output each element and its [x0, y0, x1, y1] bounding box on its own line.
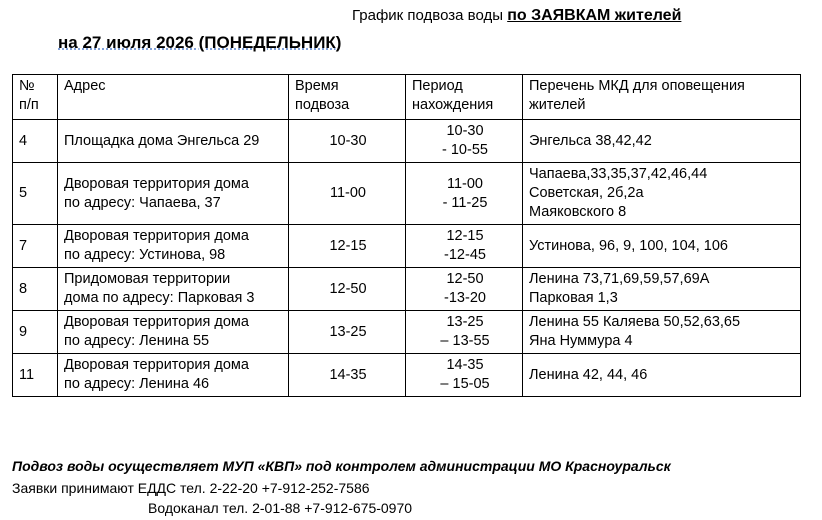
column-header-number: № п/п — [13, 75, 58, 120]
row-period: 14-35 – 15-05 — [406, 354, 523, 397]
row-address: Придомовая территории дома по адресу: Парковая 3 — [58, 268, 289, 311]
row-period: 12-50 -13-20 — [406, 268, 523, 311]
document-title — [352, 7, 681, 25]
row-period: 13-25 – 13-55 — [406, 311, 523, 354]
row-number: 11 — [13, 354, 58, 397]
row-mkd-list: Устинова, 96, 9, 100, 104, 106 — [523, 225, 801, 268]
row-time: 11-00 — [289, 163, 406, 225]
table-row — [13, 225, 801, 268]
row-mkd-list: Энгельса 38,42,42 — [523, 120, 801, 163]
row-mkd-list: Ленина 42, 44, 46 — [523, 354, 801, 397]
row-address: Дворовая территория дома по адресу: Ленина 46 — [58, 354, 289, 397]
row-number: 8 — [13, 268, 58, 311]
row-time: 12-50 — [289, 268, 406, 311]
row-number: 7 — [13, 225, 58, 268]
column-header-time: Время подвоза — [289, 75, 406, 120]
row-address: Дворовая территория дома по адресу: Чапаева, 37 — [58, 163, 289, 225]
row-number: 9 — [13, 311, 58, 354]
row-mkd-list: Ленина 73,71,69,59,57,69А Парковая 1,3 — [523, 268, 801, 311]
row-period: 11-00 - 11-25 — [406, 163, 523, 225]
schedule-date: на 27 июля 2026 (ПОНЕДЕЛЬНИК) — [58, 33, 342, 52]
row-time: 14-35 — [289, 354, 406, 397]
row-address: Площадка дома Энгельса 29 — [58, 120, 289, 163]
row-mkd-list: Ленина 55 Каляева 50,52,63,65 Яна Нуммура 4 — [523, 311, 801, 354]
column-header-address: Адрес — [58, 75, 289, 120]
schedule-table — [12, 74, 801, 397]
contacts-vodokanal: Водоканал тел. 2-01-88 +7-912-675-0970 — [148, 500, 413, 516]
row-number: 4 — [13, 120, 58, 163]
title-emphasis: по ЗАЯВКАМ жителей — [507, 7, 682, 24]
column-header-mkd: Перечень МКД для оповещения жителей — [523, 75, 801, 120]
table-row — [13, 354, 801, 397]
operator-note: Подвоз воды осуществляет МУП «КВП» под контролем администрации МО Красноуральск — [12, 458, 671, 474]
row-address: Дворовая территория дома по адресу: Устинова, 98 — [58, 225, 289, 268]
row-period: 10-30 - 10-55 — [406, 120, 523, 163]
table-header-row — [13, 75, 801, 120]
contacts-edds: Заявки принимают ЕДДС тел. 2-22-20 +7-912-252-7586 — [12, 480, 370, 496]
title-prefix: График подвоза воды — [352, 7, 508, 24]
row-time: 13-25 — [289, 311, 406, 354]
row-mkd-list: Чапаева,33,35,37,42,46,44 Советская, 2б,2а Маяковского 8 — [523, 163, 801, 225]
row-period: 12-15 -12-45 — [406, 225, 523, 268]
row-time: 10-30 — [289, 120, 406, 163]
row-address: Дворовая территория дома по адресу: Ленина 55 — [58, 311, 289, 354]
row-time: 12-15 — [289, 225, 406, 268]
table-row — [13, 120, 801, 163]
table-row — [13, 163, 801, 225]
column-header-period: Период нахождения — [406, 75, 523, 120]
table-row — [13, 268, 801, 311]
table-row — [13, 311, 801, 354]
row-number: 5 — [13, 163, 58, 225]
